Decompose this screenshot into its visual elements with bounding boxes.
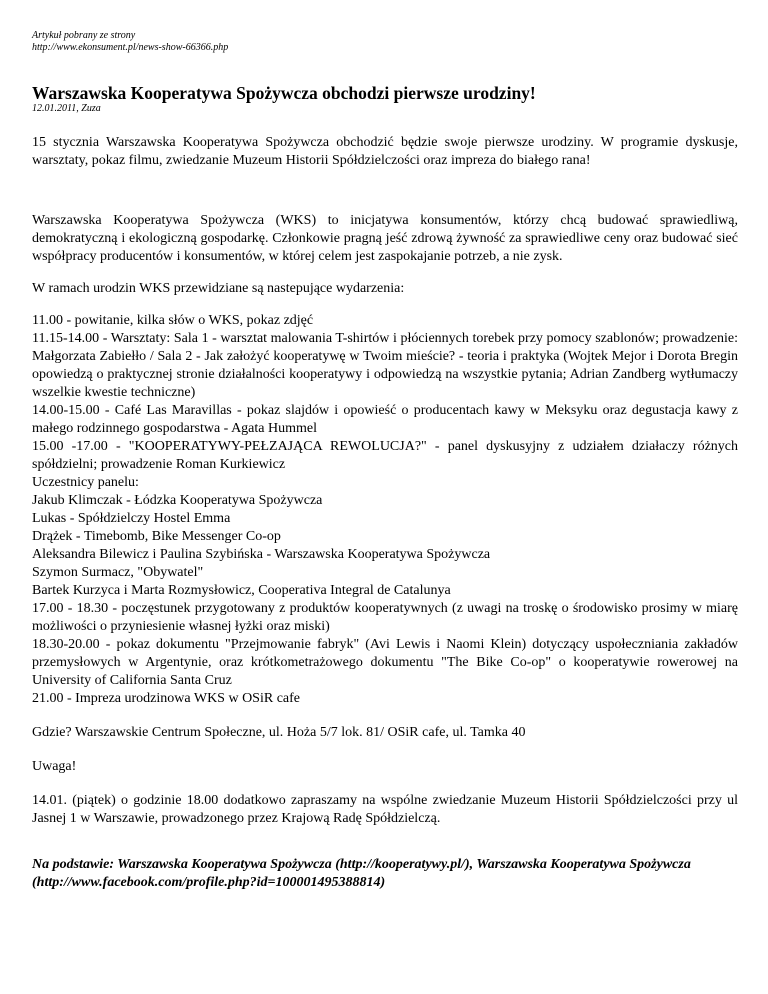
program-item: 11.00 - powitanie, kilka słów o WKS, pokaz zdjęć	[32, 313, 314, 328]
about-paragraph: Warszawska Kooperatywa Spożywcza (WKS) to inicjatywa konsumentów, którzy chcą budować sprawiedliwą, demokratyczną i ekologiczną gospodarkę. Członkowie pragną jeść zdrową żywność za sprawiedliwe ceny oraz budować sieć współpracy producentów i konsumentów, w której celem jest zaspokajanie potrzeb, a nie zysk.	[32, 213, 738, 264]
program-item: Szymon Surmacz, "Obywatel"	[32, 565, 204, 580]
program-item: 14.00-15.00 - Café Las Maravillas - pokaz slajdów i opowieść o producentach kawy w Meksyku oraz degustacja kawy z małego rodzinnego gospodarstwa - Agata Hummel	[32, 403, 738, 436]
source-info	[32, 30, 738, 54]
program-item: Jakub Klimczak - Łódzka Kooperatywa Spożywcza	[32, 493, 323, 508]
program-item: 15.00 -17.00 - "KOOPERATYWY-PEŁZAJĄCA REWOLUCJA?" - panel dyskusyjny z udziałem działaczy różnych spółdzielni; prowadzenie Roman Kurkiewicz	[32, 439, 738, 472]
source-attribution: Na podstawie: Warszawska Kooperatywa Spożywcza (http://kooperatywy.pl/), Warszawska Kooperatywa Spożywcza (http://www.facebook.com/profile.php?id=100001495388814)	[32, 857, 691, 890]
source-url: http://www.ekonsument.pl/news-show-66366.php	[32, 42, 229, 53]
note-paragraph: 14.01. (piątek) o godzinie 18.00 dodatkowo zapraszamy na wspólne zwiedzanie Muzeum Historii Spółdzielczości przy ul Jasnej 1 w Warszawie, prowadzonego przez Krajową Radę Spółdzielczą.	[32, 793, 738, 826]
program-item: 11.15-14.00 - Warsztaty: Sala 1 - warsztat malowania T-shirtów i płóciennych torebek przy pomocy szablonów; prowadzenie: Małgorzata Zabiełło / Sala 2 - Jak założyć kooperatywę w Twoim mieście? - teoria i praktyka (Wojtek Mejor i Dorota Bregin opowiedzą o praktycznej stronie działalności kooperatywy i odpowiedzą na wszystkie pytania; Adrian Zandberg wytłumaczy wszelkie kwestie techniczne)	[32, 331, 738, 400]
program-intro: W ramach urodzin WKS przewidziane są nastepujące wydarzenia:	[32, 281, 405, 296]
note-label: Uwaga!	[32, 759, 77, 774]
program-item: Lukas - Spółdzielczy Hostel Emma	[32, 511, 231, 526]
program-item: 17.00 - 18.30 - poczęstunek przygotowany z produktów kooperatywnych (z uwagi na troskę o środowisko prosimy w miarę możliwości o przyniesienie własnej łyżki oraz miski)	[32, 601, 738, 634]
source-label: Artykuł pobrany ze strony	[32, 30, 136, 41]
intro-paragraph: 15 stycznia Warszawska Kooperatywa Spożywcza obchodzić będzie swoje pierwsze urodziny. W programie dyskusje, warsztaty, pokaz filmu, zwiedzanie Muzeum Historii Spółdzielczości oraz impreza do białego rana!	[32, 135, 738, 168]
program-item: Drążek - Timebomb, Bike Messenger Co-op	[32, 529, 281, 544]
program-item: 18.30-20.00 - pokaz dokumentu "Przejmowanie fabryk" (Avi Lewis i Naomi Klein) dotyczący uspołeczniania zakładów przemysłowych w Argentynie, oraz krótkometrażowego dokumentu "The Bike Co-op" o kooperatywie rowerowej na University of California Santa Cruz	[32, 637, 738, 688]
article-title: Warszawska Kooperatywa Spożywcza obchodzi pierwsze urodziny!	[32, 83, 536, 103]
program-item: Uczestnicy panelu:	[32, 475, 139, 490]
document-page	[32, 30, 738, 892]
program-item: Bartek Kurzyca i Marta Rozmysłowicz, Cooperativa Integral de Catalunya	[32, 583, 451, 598]
program-item: Aleksandra Bilewicz i Paulina Szybińska - Warszawska Kooperatywa Spożywcza	[32, 547, 491, 562]
program-item: 21.00 - Impreza urodzinowa WKS w OSiR cafe	[32, 691, 301, 706]
program-list	[32, 312, 738, 708]
location-paragraph: Gdzie? Warszawskie Centrum Społeczne, ul. Hoża 5/7 lok. 81/ OSiR cafe, ul. Tamka 40	[32, 725, 526, 740]
article-date-author: 12.01.2011, Zuza	[32, 103, 101, 114]
